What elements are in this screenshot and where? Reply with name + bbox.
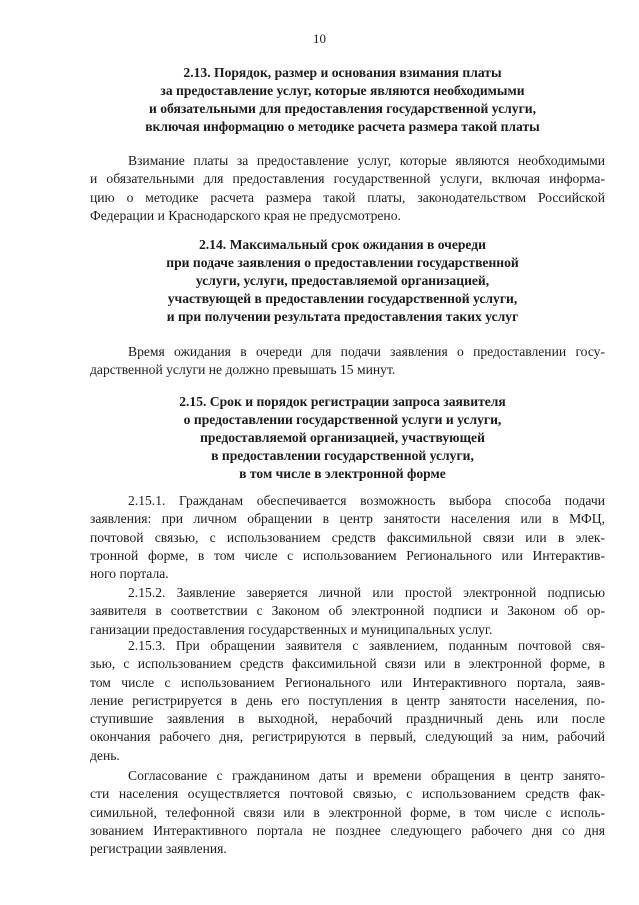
paragraph-line: зью, с использованием средств факсимильной связи или в электронной форме, в bbox=[90, 656, 605, 672]
section-2-15-3-paragraph bbox=[90, 637, 605, 765]
paragraph-line: 2.15.1. Гражданам обеспечивается возможность выбора способа подачи bbox=[128, 493, 605, 508]
heading-line: 2.15. Срок и порядок регистрации запроса заявителя bbox=[179, 394, 506, 409]
paragraph-line: Взимание платы за предоставление услуг, которые являются необходимыми bbox=[128, 153, 605, 168]
paragraph-line: 2.15.3. При обращении заявителя с заявлением, поданным почтовой свя- bbox=[128, 638, 605, 653]
section-2-14-paragraph bbox=[90, 343, 605, 380]
paragraph-line: день. bbox=[90, 747, 120, 763]
heading-line: в предоставлении государственной услуги, bbox=[211, 448, 474, 463]
paragraph-line: Время ожидания в очереди для подачи заявления о предоставлении госу- bbox=[128, 344, 605, 359]
heading-line: при подаче заявления о предоставлении государственной bbox=[166, 255, 519, 270]
paragraph-line: заявителя в соответствии с Законом об электронной подписи и Законом об ор- bbox=[90, 603, 605, 619]
heading-line: 2.13. Порядок, размер и основания взимания платы bbox=[183, 65, 502, 80]
paragraph-line: и обязательными для предоставления государственной услуги, включая информа- bbox=[90, 171, 605, 187]
agreement-paragraph bbox=[90, 767, 605, 858]
section-2-13-heading bbox=[80, 64, 605, 136]
page-number: 10 bbox=[313, 31, 326, 46]
paragraph-line: зованием Интерактивного портала не позднее следующего рабочего дня со дня bbox=[90, 822, 605, 838]
paragraph-line: 2.15.2. Заявление заверяется личной или простой электронной подписью bbox=[128, 585, 605, 600]
paragraph-line: почтовой связью, с использованием средств факсимильной связи или в элек- bbox=[90, 529, 605, 545]
section-2-14-heading bbox=[80, 236, 605, 326]
section-2-15-2-paragraph bbox=[90, 584, 605, 639]
paragraph-line: ступившие заявления в выходной, нерабочий праздничный день или после bbox=[90, 711, 605, 727]
paragraph-line: симильной, телефонной связи или в электронной форме, в том числе с исполь- bbox=[90, 804, 605, 820]
paragraph-line: тронной форме, в том числе с использованием Регионального или Интерактив- bbox=[90, 547, 605, 563]
heading-line: включая информацию о методике расчета размера такой платы bbox=[145, 119, 540, 134]
paragraph-line: сти населения осуществляется почтовой связью, с использованием средств фак- bbox=[90, 786, 605, 802]
heading-line: 2.14. Максимальный срок ожидания в очереди bbox=[198, 237, 486, 252]
heading-line: участвующей в предоставлении государственной услуги, bbox=[167, 291, 518, 306]
paragraph-line: окончания рабочего дня, регистрируются в первый, следующий за ним, рабочий bbox=[90, 729, 605, 745]
paragraph-line: ганизации предоставления государственных и муниципальных услуг. bbox=[90, 621, 493, 637]
section-2-13-paragraph bbox=[90, 152, 605, 225]
paragraph-line: дарственной услуги не должно превышать 15 минут. bbox=[90, 362, 396, 378]
paragraph-line: Федерации и Краснодарского края не предусмотрено. bbox=[90, 207, 401, 223]
heading-line: за предоставление услуг, которые являются необходимыми bbox=[160, 83, 525, 98]
heading-line: и при получении результата предоставления таких услуг bbox=[166, 309, 519, 324]
paragraph-line: ного портала. bbox=[90, 566, 169, 582]
paragraph-line: том числе с использованием Регионального или Интерактивного портала, заяв- bbox=[90, 674, 605, 690]
heading-line: в том числе в электронной форме bbox=[239, 466, 446, 481]
heading-line: предоставляемой организацией, участвующей bbox=[200, 430, 485, 445]
section-2-15-heading bbox=[80, 393, 605, 483]
heading-line: о предоставлении государственной услуги и услуги, bbox=[183, 412, 502, 427]
paragraph-line: Согласование с гражданином даты и времени обращения в центр занято- bbox=[128, 768, 605, 783]
heading-line: услуги, услуги, предоставляемой организацией, bbox=[195, 273, 490, 288]
paragraph-line: регистрации заявления. bbox=[90, 841, 227, 857]
paragraph-line: цию о методике расчета размера такой платы, законодательством Российской bbox=[90, 189, 605, 205]
heading-line: и обязательными для предоставления государственной услуги, bbox=[149, 101, 536, 116]
section-2-15-1-paragraph bbox=[90, 492, 605, 583]
paragraph-line: ление регистрируется в день его поступления в центр занятости населения, по- bbox=[90, 692, 605, 708]
paragraph-line: заявления: при личном обращении в центр занятости населения или в МФЦ, bbox=[90, 511, 605, 527]
